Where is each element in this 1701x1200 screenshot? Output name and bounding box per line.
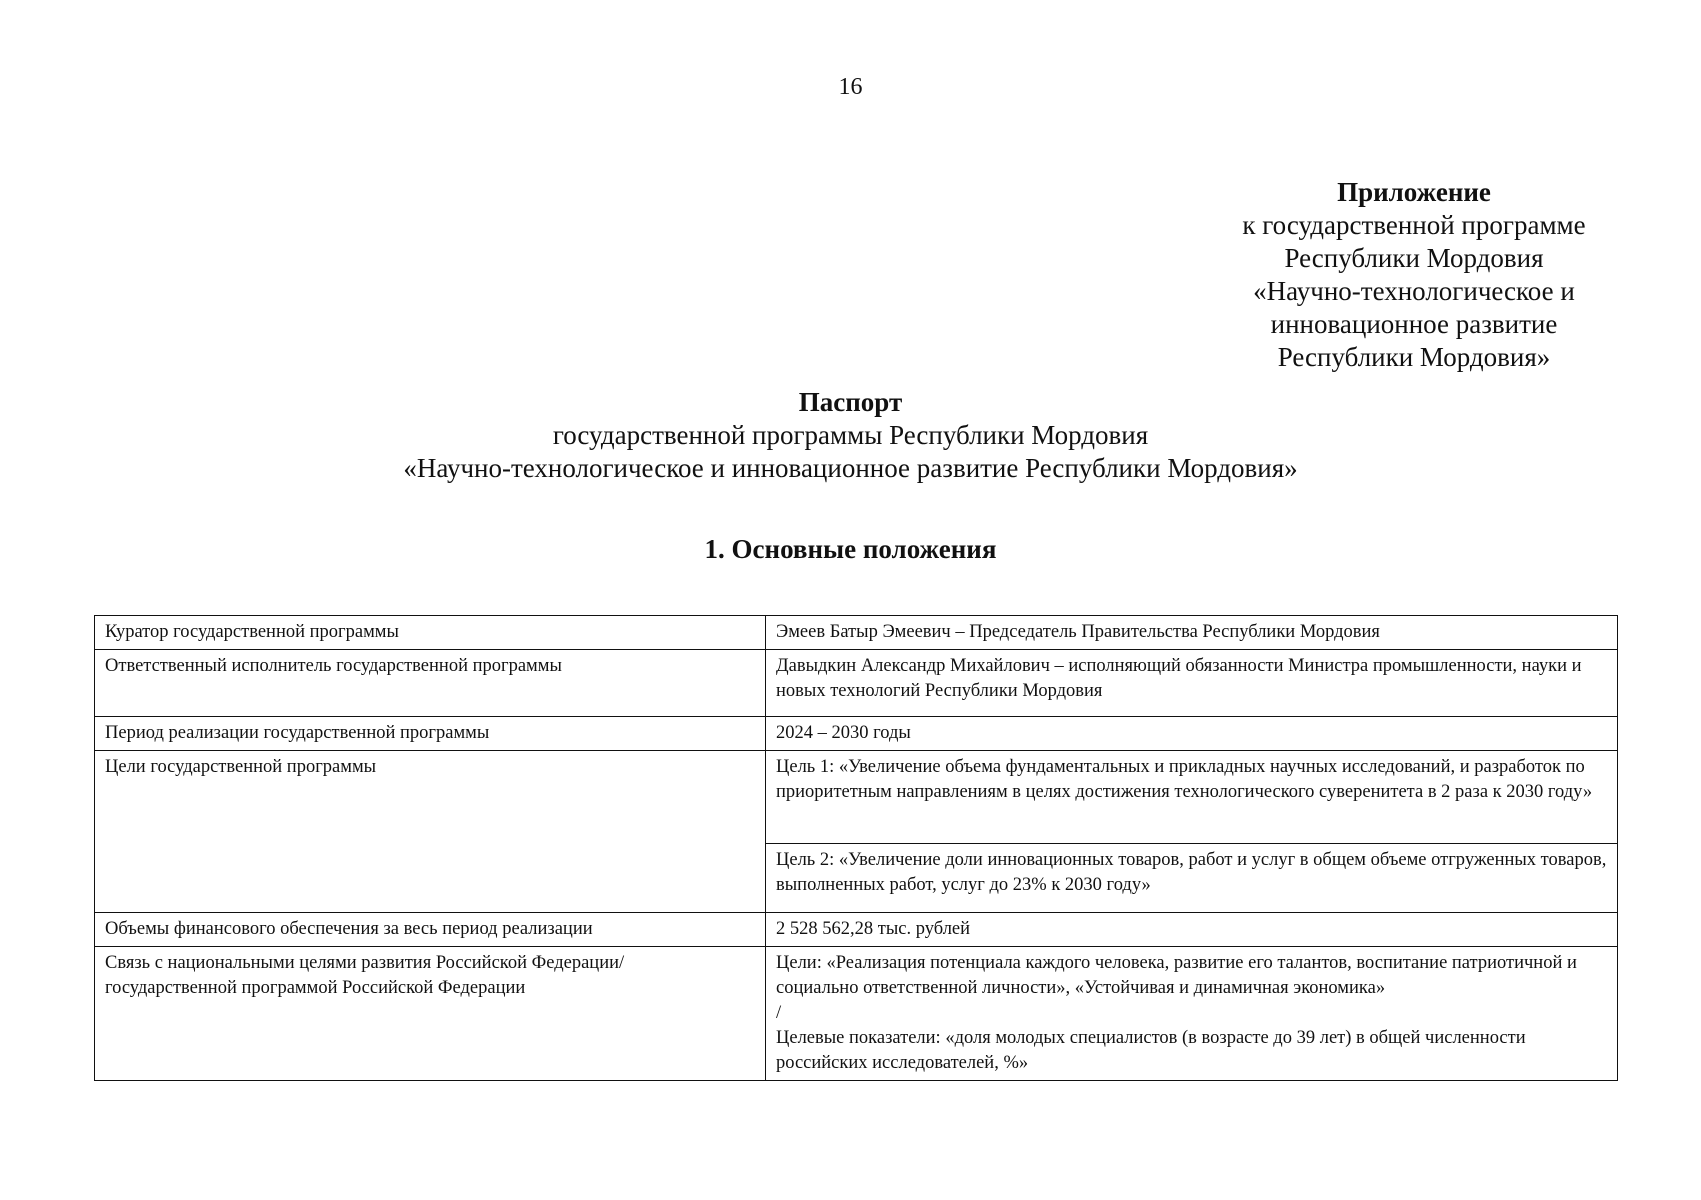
table-row-financing bbox=[95, 913, 1618, 947]
row-label: Связь с национальными целями развития Российской Федерации/ государственной программой Российской Федерации bbox=[95, 947, 766, 1081]
section-title: 1. Основные положения bbox=[704, 534, 997, 564]
appendix-line: к государственной программе bbox=[1242, 210, 1586, 240]
row-value: Цели: «Реализация потенциала каждого человека, развитие его талантов, воспитание патриотичной и социально ответственной личности», «Устойчивая и динамичная экономика» / Целевые показатели: «доля молодых специалистов (в возрасте до 39 лет) в общей численности российских исследователей, %» bbox=[766, 947, 1618, 1081]
row-label: Период реализации государственной программы bbox=[95, 717, 766, 751]
goal-2-value: Цель 2: «Увеличение доли инновационных товаров, работ и услуг в общем объеме отгруженных товаров, выполненных работ, услуг до 23% к 2030 году» bbox=[766, 844, 1618, 913]
row-value: 2024 – 2030 годы bbox=[766, 717, 1618, 751]
appendix-line: Республики Мордовия bbox=[1284, 243, 1544, 273]
row-label: Цели государственной программы bbox=[95, 751, 766, 913]
row-label: Ответственный исполнитель государственной программы bbox=[95, 650, 766, 717]
page-number: 16 bbox=[838, 74, 863, 100]
row-value: 2 528 562,28 тыс. рублей bbox=[766, 913, 1618, 947]
table-row-period bbox=[95, 717, 1618, 751]
appendix-line: инновационное развитие bbox=[1270, 309, 1558, 339]
main-provisions-table bbox=[94, 615, 1618, 1081]
passport-subtitle-line2: «Научно-технологическое и инновационное развитие Республики Мордовия» bbox=[403, 453, 1298, 483]
table-row-executor bbox=[95, 650, 1618, 717]
passport-title: Паспорт bbox=[798, 387, 903, 417]
row-value: Давыдкин Александр Михайлович – исполняющий обязанности Министра промышленности, науки и новых технологий Республики Мордовия bbox=[766, 650, 1618, 717]
passport-heading bbox=[0, 386, 1701, 485]
appendix-line: Республики Мордовия» bbox=[1277, 342, 1551, 372]
row-label: Куратор государственной программы bbox=[95, 616, 766, 650]
goal-1-value: Цель 1: «Увеличение объема фундаментальных и прикладных научных исследований, и разработок по приоритетным направлениям в целях достижения технологического суверенитета в 2 раза к 2030 году» bbox=[766, 751, 1618, 844]
passport-subtitle-line1: государственной программы Республики Мордовия bbox=[552, 420, 1149, 450]
appendix-block bbox=[1218, 176, 1610, 374]
appendix-title: Приложение bbox=[1337, 177, 1491, 207]
row-label: Объемы финансового обеспечения за весь период реализации bbox=[95, 913, 766, 947]
table-row-curator bbox=[95, 616, 1618, 650]
table-row-goal1 bbox=[95, 751, 1618, 844]
appendix-line: «Научно-технологическое и bbox=[1253, 276, 1575, 306]
row-value: Эмеев Батыр Эмеевич – Председатель Правительства Республики Мордовия bbox=[766, 616, 1618, 650]
table-row-national-goals bbox=[95, 947, 1618, 1081]
